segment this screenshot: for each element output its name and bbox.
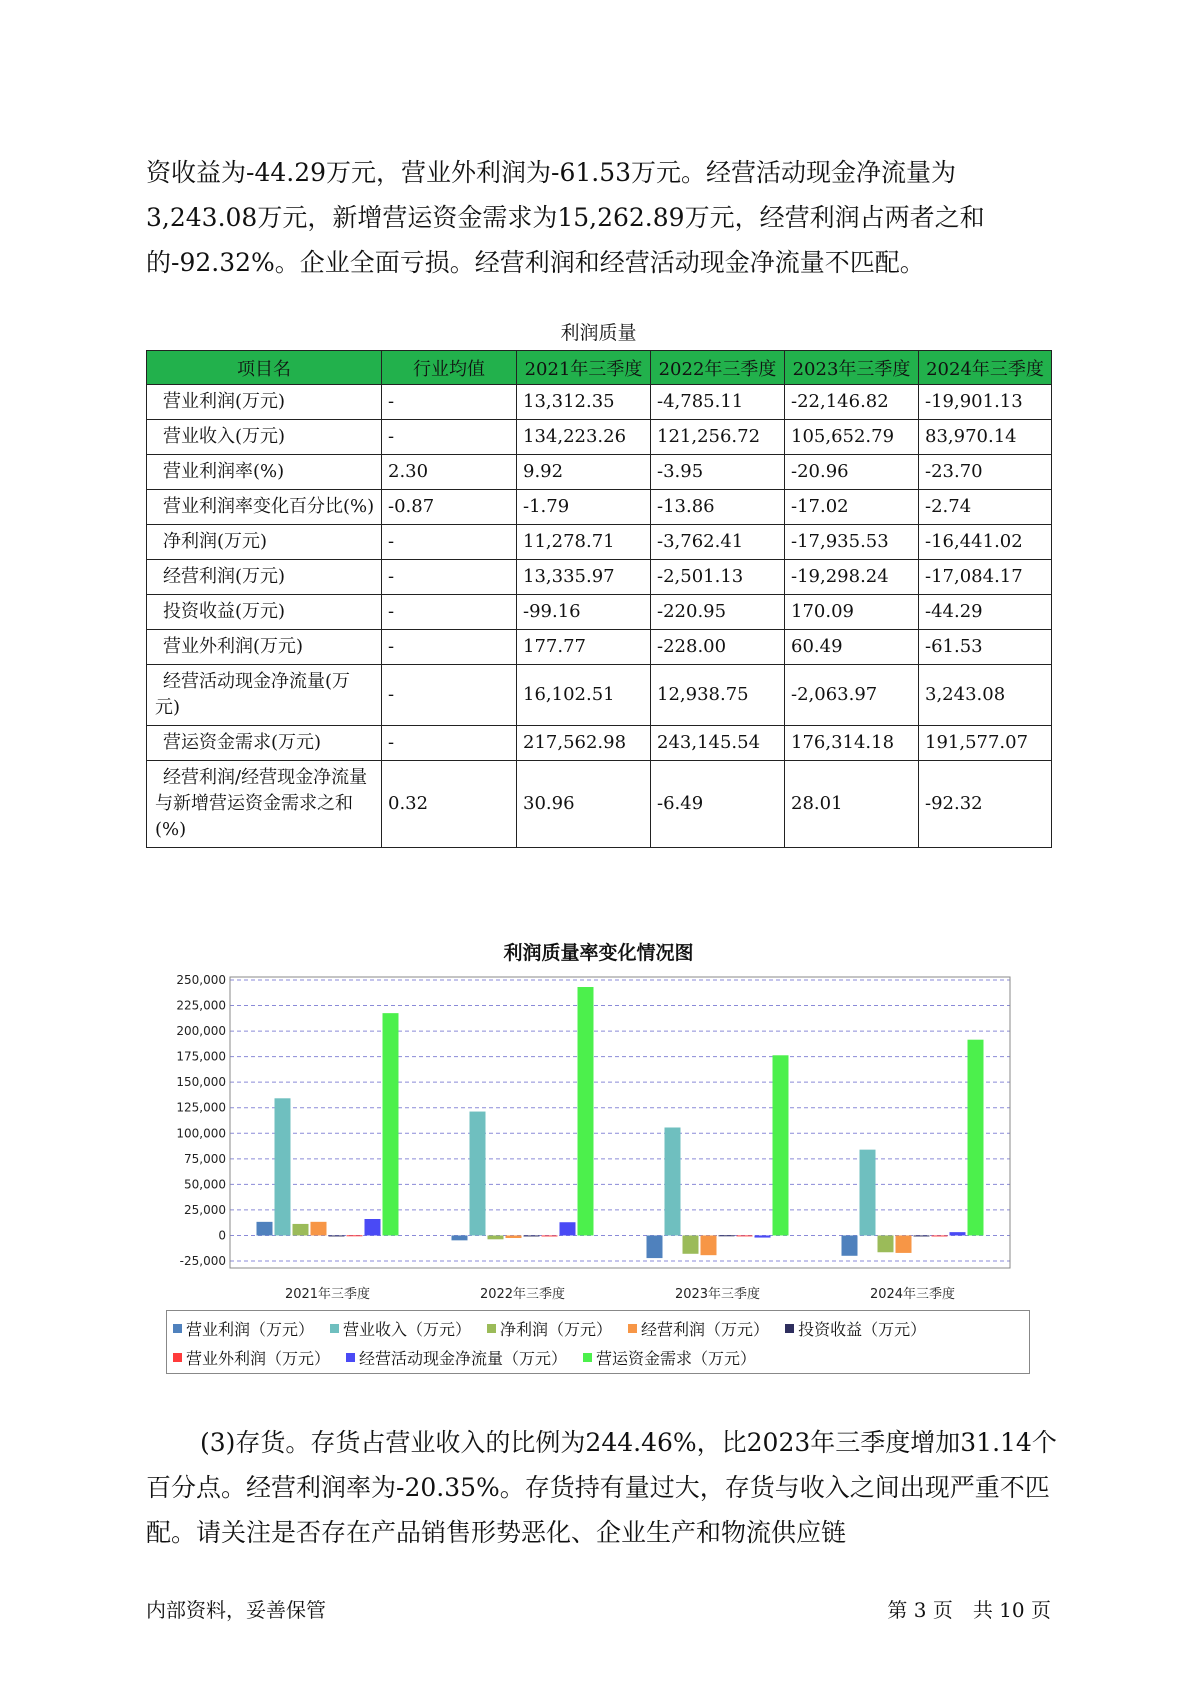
legend-swatch [330, 1324, 339, 1333]
table-row [147, 630, 1052, 665]
bar [452, 1235, 468, 1240]
x-tick-label: 2021年三季度 [284, 1287, 371, 1302]
table-cell: - [382, 420, 517, 455]
legend-label: 投资收益（万元） [798, 1320, 927, 1339]
table-cell: 121,256.72 [651, 420, 785, 455]
table-cell: -19,901.13 [919, 385, 1052, 420]
header-2021-q3: 2021年三季度 [517, 351, 651, 385]
table-cell: 30.96 [517, 761, 651, 848]
legend-swatch [785, 1324, 794, 1333]
table-cell: -44.29 [919, 595, 1052, 630]
paragraph-profit-summary: 资收益为-44.29万元，营业外利润为-61.53万元。经营活动现金净流量为3,243.08万元，新增营运资金需求为15,262.89万元，经营利润占两者之和的-92.32%。企业全面亏损。经营利润和经营活动现金净流量不匹配。 [146, 158, 985, 277]
bar [665, 1127, 681, 1235]
table-cell: 60.49 [785, 630, 919, 665]
bar [932, 1235, 948, 1236]
legend-swatch [173, 1353, 182, 1362]
bar [683, 1235, 699, 1253]
legend-item [346, 1346, 567, 1369]
table-cell: 176,314.18 [785, 726, 919, 761]
bar [275, 1098, 291, 1235]
table-row [147, 525, 1052, 560]
table-cell: -1.79 [517, 490, 651, 525]
row-label: 营业收入(万元) [147, 420, 382, 455]
bar [578, 987, 594, 1235]
table-cell: 2.30 [382, 455, 517, 490]
profit-quality-chart [160, 968, 1020, 1308]
table-cell: 0.32 [382, 761, 517, 848]
table-row [147, 385, 1052, 420]
legend-item [173, 1346, 330, 1369]
bar [347, 1235, 363, 1236]
table-cell: -0.87 [382, 490, 517, 525]
table-caption: 利润质量 [560, 322, 637, 344]
legend-label: 营业收入（万元） [343, 1320, 472, 1339]
table-cell: - [382, 385, 517, 420]
y-tick-label: 75,000 [184, 1151, 226, 1166]
table-header-row [147, 351, 1052, 385]
y-tick-label: 0 [218, 1228, 226, 1243]
profit-quality-table [146, 350, 1052, 848]
bar [719, 1235, 735, 1236]
bar [365, 1219, 381, 1235]
bar [257, 1222, 273, 1236]
table-cell: -20.96 [785, 455, 919, 490]
table-cell: -92.32 [919, 761, 1052, 848]
y-tick-label: 50,000 [184, 1177, 226, 1192]
table-cell: 12,938.75 [651, 665, 785, 726]
bar [701, 1235, 717, 1255]
table-cell: - [382, 525, 517, 560]
table-cell: -3,762.41 [651, 525, 785, 560]
table-cell: -16,441.02 [919, 525, 1052, 560]
table-cell: -2.74 [919, 490, 1052, 525]
bar [773, 1055, 789, 1235]
footer-page-number: 第 3 页 共 10 页 [887, 1598, 1051, 1622]
paragraph-inventory: (3)存货。存货占营业收入的比例为244.46%，比2023年三季度增加31.14个百分点。经营利润率为-20.35%。存货持有量过大，存货与收入之间出现严重不匹配。请关注是否存在产品销售形势恶化、企业生产和物流供应链 [146, 1428, 1057, 1547]
table-cell: -17,935.53 [785, 525, 919, 560]
bar [383, 1013, 399, 1235]
bar [968, 1040, 984, 1236]
table-cell: 243,145.54 [651, 726, 785, 761]
table-cell: 191,577.07 [919, 726, 1052, 761]
bar [311, 1222, 327, 1236]
table-row [147, 761, 1052, 848]
y-tick-label: 200,000 [176, 1024, 226, 1039]
legend-label: 营业利润（万元） [186, 1320, 315, 1339]
table-cell: -6.49 [651, 761, 785, 848]
legend-swatch [487, 1324, 496, 1333]
y-tick-label: 25,000 [184, 1202, 226, 1217]
row-label: 经营利润/经营现金净流量与新增营运资金需求之和(%) [147, 761, 382, 848]
table-cell: -220.95 [651, 595, 785, 630]
bar [293, 1224, 309, 1236]
table-cell: -61.53 [919, 630, 1052, 665]
table-cell: - [382, 665, 517, 726]
table-cell: 13,335.97 [517, 560, 651, 595]
table-cell: 13,312.35 [517, 385, 651, 420]
table-cell: -3.95 [651, 455, 785, 490]
table-cell: - [382, 595, 517, 630]
row-label: 经营活动现金净流量(万元) [147, 665, 382, 726]
legend-label: 经营活动现金净流量（万元） [359, 1349, 568, 1368]
row-label: 净利润(万元) [147, 525, 382, 560]
bar [647, 1235, 663, 1258]
table-cell: 170.09 [785, 595, 919, 630]
y-tick-label: 125,000 [176, 1100, 226, 1115]
row-label: 营运资金需求(万元) [147, 726, 382, 761]
table-cell: 134,223.26 [517, 420, 651, 455]
row-label: 营业外利润(万元) [147, 630, 382, 665]
legend-swatch [628, 1324, 637, 1333]
table-cell: 16,102.51 [517, 665, 651, 726]
table-cell: 217,562.98 [517, 726, 651, 761]
table-cell: -99.16 [517, 595, 651, 630]
bar [914, 1235, 930, 1236]
table-cell: -4,785.11 [651, 385, 785, 420]
legend-label: 营运资金需求（万元） [596, 1349, 757, 1368]
legend-swatch [173, 1324, 182, 1333]
legend-swatch [346, 1353, 355, 1362]
chart-title: 利润质量率变化情况图 [503, 942, 694, 964]
legend-item [487, 1317, 612, 1340]
table-cell: -22,146.82 [785, 385, 919, 420]
table-cell: -17,084.17 [919, 560, 1052, 595]
table-cell: 177.77 [517, 630, 651, 665]
table-cell: 3,243.08 [919, 665, 1052, 726]
plot-frame [230, 977, 1010, 1268]
bar [560, 1222, 576, 1235]
row-label: 营业利润率变化百分比(%) [147, 490, 382, 525]
bar [860, 1150, 876, 1236]
legend-item [785, 1317, 926, 1340]
y-tick-label: -25,000 [179, 1254, 226, 1268]
footer-confidential: 内部资料，妥善保管 [146, 1598, 326, 1622]
row-label: 投资收益(万元) [147, 595, 382, 630]
table-cell: -2,501.13 [651, 560, 785, 595]
table-cell: 83,970.14 [919, 420, 1052, 455]
bar [896, 1235, 912, 1252]
table-cell: -17.02 [785, 490, 919, 525]
y-tick-label: 250,000 [176, 973, 226, 987]
table-row [147, 595, 1052, 630]
table-cell: -228.00 [651, 630, 785, 665]
legend-item [583, 1346, 756, 1369]
chart-legend [166, 1310, 1030, 1374]
bar [329, 1235, 345, 1236]
table-row [147, 420, 1052, 455]
legend-item [628, 1317, 769, 1340]
table-cell: -19,298.24 [785, 560, 919, 595]
bar [488, 1235, 504, 1239]
table-row [147, 455, 1052, 490]
legend-item [173, 1317, 314, 1340]
x-tick-label: 2022年三季度 [479, 1287, 566, 1302]
bar [842, 1235, 858, 1255]
row-label: 营业利润率(%) [147, 455, 382, 490]
bar [506, 1235, 522, 1238]
table-cell: 11,278.71 [517, 525, 651, 560]
x-tick-label: 2024年三季度 [869, 1287, 956, 1302]
table-cell: - [382, 560, 517, 595]
legend-swatch [583, 1353, 592, 1362]
bar [755, 1235, 771, 1237]
table-cell: -2,063.97 [785, 665, 919, 726]
legend-label: 净利润（万元） [500, 1320, 613, 1339]
bar [878, 1235, 894, 1252]
header-2022-q3: 2022年三季度 [651, 351, 785, 385]
table-cell: 28.01 [785, 761, 919, 848]
legend-label: 营业外利润（万元） [186, 1349, 331, 1368]
table-row [147, 490, 1052, 525]
table-cell: - [382, 726, 517, 761]
y-tick-label: 225,000 [176, 998, 226, 1013]
x-tick-label: 2023年三季度 [674, 1287, 761, 1302]
legend-row [173, 1346, 756, 1369]
y-tick-label: 175,000 [176, 1049, 226, 1064]
table-row [147, 726, 1052, 761]
header-2023-q3: 2023年三季度 [785, 351, 919, 385]
row-label: 营业利润(万元) [147, 385, 382, 420]
header-2024-q3: 2024年三季度 [919, 351, 1052, 385]
header-industry-average: 行业均值 [382, 351, 517, 385]
legend-item [330, 1317, 471, 1340]
bar [950, 1232, 966, 1235]
bar [737, 1235, 753, 1236]
y-tick-label: 150,000 [176, 1075, 226, 1090]
bar [542, 1235, 558, 1236]
table-row [147, 665, 1052, 726]
bar [470, 1112, 486, 1236]
table-cell: 9.92 [517, 455, 651, 490]
table-cell: 105,652.79 [785, 420, 919, 455]
table-cell: - [382, 630, 517, 665]
table-cell: -23.70 [919, 455, 1052, 490]
table-cell: -13.86 [651, 490, 785, 525]
bar [524, 1235, 540, 1236]
y-tick-label: 100,000 [176, 1126, 226, 1141]
row-label: 经营利润(万元) [147, 560, 382, 595]
header-item-name: 项目名 [147, 351, 382, 385]
table-row [147, 560, 1052, 595]
legend-label: 经营利润（万元） [641, 1320, 770, 1339]
legend-row [173, 1317, 926, 1340]
